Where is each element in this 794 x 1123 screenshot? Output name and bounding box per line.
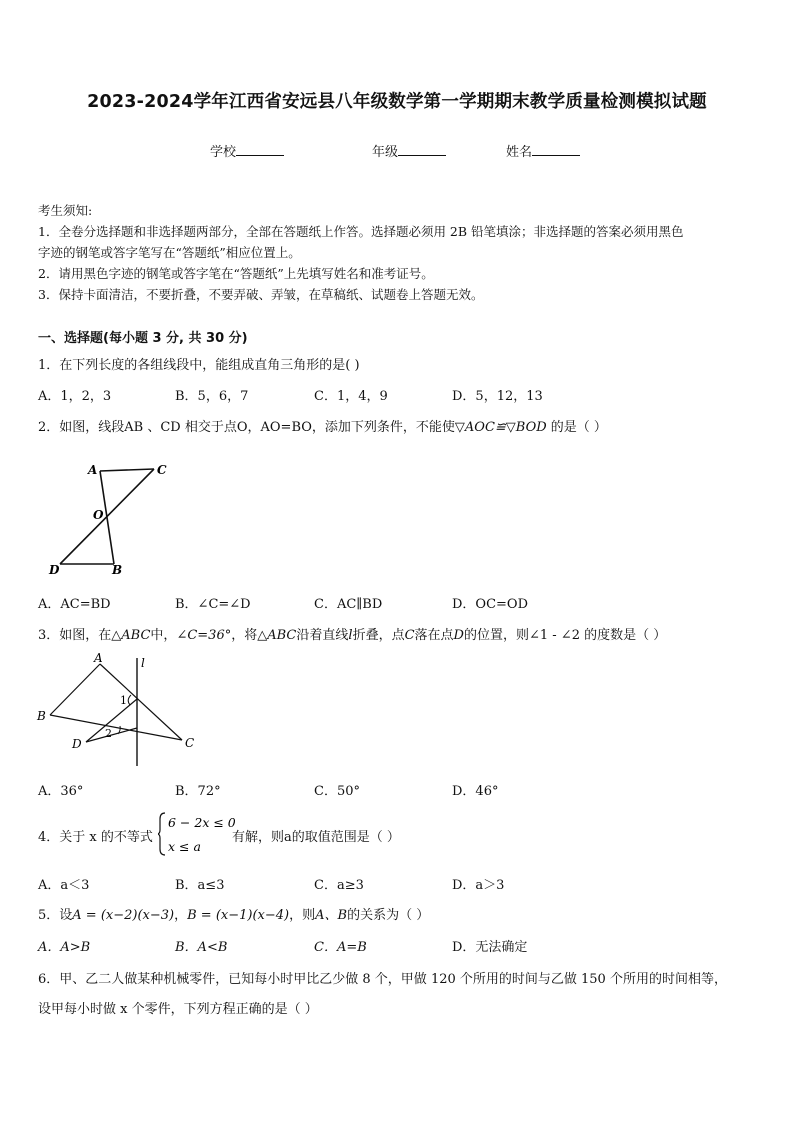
name-blank[interactable]	[532, 143, 580, 156]
name-label: 姓名	[506, 145, 533, 160]
q3-option-a[interactable]: A．36°	[38, 784, 84, 799]
q3-option-d[interactable]: D．46°	[452, 784, 499, 799]
q2-stem-a: 2．如图，线段AB 、CD 相交于点O，AO=BO，添加下列条件，不能使	[38, 420, 455, 435]
notice-heading: 考生须知:	[38, 203, 93, 218]
q1-option-c[interactable]: C．1，4，9	[314, 389, 388, 404]
q3-label-c: C	[185, 736, 195, 750]
q5-stem-a: 5．设	[38, 908, 73, 923]
q3-label-1: 1	[120, 694, 127, 707]
q5-option-b[interactable]: B．A<B	[175, 940, 228, 955]
q3-stem-d: 沿着直线	[296, 628, 349, 643]
q3-point-d: D	[453, 628, 464, 643]
q5-stem-b: ，则	[289, 908, 316, 923]
q2-option-d[interactable]: D．OC=OD	[452, 597, 529, 612]
q3-angle1-arc	[128, 695, 131, 705]
q4-inequality-1: 6 − 2x ≤ 0	[168, 815, 236, 830]
q1-option-d[interactable]: D．5，12，13	[452, 389, 543, 404]
q2-label-b: B	[112, 563, 123, 577]
q3-figure	[34, 650, 204, 770]
q1-option-b[interactable]: B．5，6，7	[175, 389, 249, 404]
school-blank[interactable]	[236, 143, 284, 156]
q2-option-c[interactable]: C．AC∥BD	[314, 597, 383, 612]
q5-option-a[interactable]: A．A>B	[38, 940, 91, 955]
q1-stem: 1．在下列长度的各组线段中，能组成直角三角形的是( )	[38, 358, 360, 373]
notice-item: 字迹的钢笔或答字笔写在“答题纸”相应位置上。	[38, 245, 301, 260]
q6-line-1: 6．甲、乙二人做某种机械零件，已知每小时甲比乙少做 8 个，甲做 120 个所用的时间与乙做 150 个所用的时间相等，	[38, 972, 727, 987]
exam-title: 2023-2024学年江西省安远县八年级数学第一学期期末教学质量检测模拟试题	[87, 92, 707, 112]
q3-point-c: C	[404, 628, 415, 643]
q4-stem-a: 4．关于 x 的不等式	[38, 830, 153, 845]
q3-stem-f: 落在点	[414, 628, 454, 643]
q3-line-l: l	[348, 628, 353, 643]
q3-segment-ab	[50, 664, 100, 715]
q2-segment-cd	[60, 469, 154, 564]
notice-item: 3．保持卡面清洁，不要折叠，不要弄破、弄皱，在草稿纸、试题卷上答题无效。	[38, 287, 484, 302]
school-label: 学校	[210, 145, 237, 160]
q3-stem-b: 中，	[150, 628, 177, 643]
q3-stem-c: ，将	[231, 628, 258, 643]
q3-triangle: △ABC	[257, 628, 297, 643]
q2-label-d: D	[49, 563, 60, 577]
name-field[interactable]	[506, 141, 580, 160]
grade-blank[interactable]	[398, 143, 446, 156]
q2-label-a: A	[88, 463, 98, 477]
q4-brace	[158, 813, 165, 855]
q4-inequality-system	[158, 811, 238, 857]
q3-label-2: 2	[105, 727, 112, 740]
q3-label-a: A	[94, 651, 103, 665]
q2-option-a[interactable]: A．AC=BD	[38, 597, 111, 612]
q5-ab: A、B	[315, 908, 348, 923]
q5-option-d[interactable]: D．无法确定	[452, 940, 528, 955]
q4-option-d[interactable]: D．a＞3	[452, 878, 505, 893]
q2-label-c: C	[157, 463, 167, 477]
q3-segment-bc	[50, 715, 182, 740]
q4-option-c[interactable]: C．a≥3	[314, 878, 364, 893]
q2-option-b[interactable]: B．∠C=∠D	[175, 597, 251, 612]
q3-stem-e: 折叠，点	[352, 628, 405, 643]
q5-option-c[interactable]: C．A=B	[314, 940, 367, 955]
q5-stem-c: 的关系为（ ）	[347, 908, 430, 923]
q3-segment-ac	[100, 664, 182, 740]
q5-expression-b: B = (x−1)(x−4)	[187, 908, 290, 923]
q3-option-b[interactable]: B．72°	[175, 784, 221, 799]
q3-option-c[interactable]: C．50°	[314, 784, 360, 799]
q5-expression-a: A = (x−2)(x−3)	[72, 908, 175, 923]
q2-stem	[38, 416, 607, 435]
q5-stem	[38, 904, 429, 923]
q4-stem-b: 有解，则a的取值范围是（ ）	[232, 830, 400, 845]
q2-stem-b: 的是（ ）	[546, 420, 607, 435]
q3-label-d: D	[72, 737, 82, 751]
q3-stem	[38, 624, 666, 643]
q3-stem-a: 3．如图，在	[38, 628, 112, 643]
q2-segment-ac	[100, 469, 154, 471]
q3-label-l: l	[141, 656, 145, 670]
q1-option-a[interactable]: A．1，2，3	[38, 389, 112, 404]
section-heading: 一、选择题(每小题 3 分, 共 30 分)	[38, 331, 248, 346]
q6-line-2: 设甲每小时做 x 个零件，下列方程正确的是（ ）	[38, 1002, 318, 1017]
school-field[interactable]	[210, 141, 284, 160]
q2-figure	[40, 455, 170, 580]
q4-inequality-2: x ≤ a	[168, 839, 201, 854]
q5-separator: ，	[174, 908, 188, 923]
q2-label-o: O	[93, 508, 104, 522]
q2-congruence: ▽AOC≌▽BOD	[454, 420, 547, 435]
grade-label: 年级	[372, 145, 399, 160]
notice-item: 2．请用黑色字迹的钢笔或答字笔在“答题纸”上先填写姓名和准考证号。	[38, 266, 434, 281]
q4-option-b[interactable]: B．a≤3	[175, 878, 225, 893]
q3-triangle: △ABC	[111, 628, 151, 643]
q4-option-a[interactable]: A．a＜3	[38, 878, 90, 893]
q3-stem-g: 的位置，则∠1 - ∠2 的度数是（ ）	[463, 628, 667, 643]
q3-label-b: B	[37, 709, 46, 723]
grade-field[interactable]	[372, 141, 446, 160]
q3-angle: ∠C=36°	[176, 628, 232, 643]
notice-item: 1．全卷分选择题和非选择题两部分，全部在答题纸上作答。选择题必须用 2B 铅笔填涂；非选择题的答案必须用黑色	[38, 224, 684, 239]
